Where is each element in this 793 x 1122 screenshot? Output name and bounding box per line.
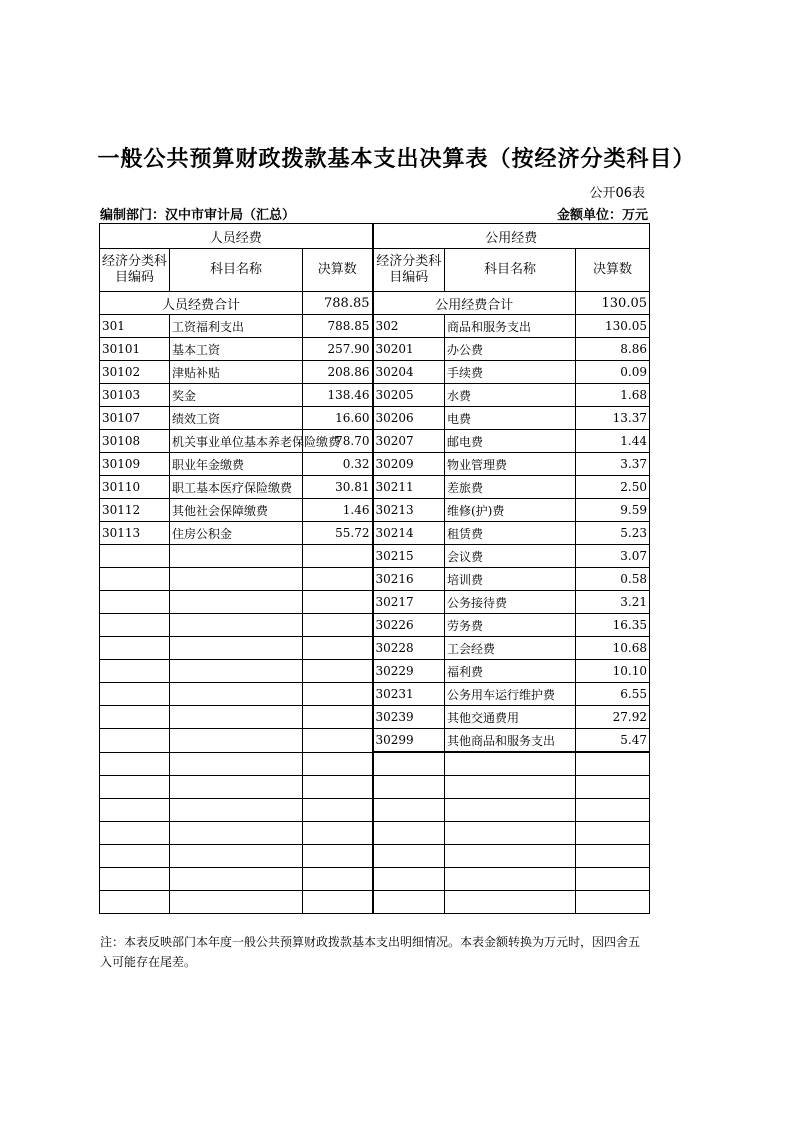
right-amount-cell: 10.68 (576, 637, 650, 660)
left-amount-cell: 78.70 (303, 430, 373, 453)
total-row (100, 292, 650, 315)
table-row (100, 776, 650, 799)
col-header-code: 经济分类科目编码 (373, 249, 445, 292)
right-name-cell: 邮电费 (445, 430, 576, 453)
table-row (100, 683, 650, 706)
right-amount-cell (576, 891, 650, 914)
left-code-cell: 30102 (100, 361, 170, 384)
table-row (100, 453, 650, 476)
right-amount-cell: 1.68 (576, 384, 650, 407)
right-name-cell: 其他商品和服务支出 (445, 729, 576, 753)
left-code-cell: 30112 (100, 499, 170, 522)
table-row (100, 752, 650, 776)
right-name-cell: 会议费 (445, 545, 576, 568)
left-amount-cell: 208.86 (303, 361, 373, 384)
left-name-cell (170, 845, 303, 868)
left-amount-cell: 257.90 (303, 338, 373, 361)
left-name-cell (170, 614, 303, 637)
right-name-cell: 维修(护)费 (445, 499, 576, 522)
right-amount-cell: 5.47 (576, 729, 650, 753)
left-code-cell (100, 706, 170, 729)
right-code-cell (373, 891, 445, 914)
right-amount-cell (576, 822, 650, 845)
left-amount-cell: 138.46 (303, 384, 373, 407)
left-amount-cell (303, 799, 373, 822)
left-code-cell: 30110 (100, 476, 170, 499)
right-name-cell: 福利费 (445, 660, 576, 683)
left-name-cell (170, 729, 303, 753)
table-row (100, 476, 650, 499)
right-amount-cell: 8.86 (576, 338, 650, 361)
right-amount-cell: 3.07 (576, 545, 650, 568)
table-row (100, 384, 650, 407)
right-amount-cell: 1.44 (576, 430, 650, 453)
left-name-cell (170, 706, 303, 729)
left-code-cell (100, 545, 170, 568)
right-code-cell: 30204 (373, 361, 445, 384)
right-code-cell: 30213 (373, 499, 445, 522)
left-amount-cell (303, 776, 373, 799)
right-amount-cell: 13.37 (576, 407, 650, 430)
left-amount-cell: 16.60 (303, 407, 373, 430)
right-name-cell: 培训费 (445, 568, 576, 591)
table-row (100, 660, 650, 683)
right-code-cell: 30299 (373, 729, 445, 753)
right-code-cell: 30231 (373, 683, 445, 706)
left-amount-cell (303, 729, 373, 753)
left-code-cell: 30113 (100, 522, 170, 545)
left-name-cell (170, 660, 303, 683)
right-code-cell (373, 822, 445, 845)
left-code-cell (100, 799, 170, 822)
right-code-cell (373, 845, 445, 868)
right-name-cell (445, 845, 576, 868)
left-code-cell (100, 683, 170, 706)
left-amount-cell (303, 637, 373, 660)
right-code-cell: 30228 (373, 637, 445, 660)
table-row (100, 545, 650, 568)
left-code-cell (100, 776, 170, 799)
right-amount-cell: 3.37 (576, 453, 650, 476)
left-code-cell: 301 (100, 315, 170, 338)
right-code-cell: 30216 (373, 568, 445, 591)
left-code-cell: 30103 (100, 384, 170, 407)
table-row (100, 407, 650, 430)
left-name-cell: 住房公积金 (170, 522, 303, 545)
left-amount-cell (303, 845, 373, 868)
right-code-cell: 30239 (373, 706, 445, 729)
left-name-cell: 津贴补贴 (170, 361, 303, 384)
personnel-total-label: 人员经费合计 (100, 292, 303, 315)
left-name-cell (170, 591, 303, 614)
left-amount-cell: 788.85 (303, 315, 373, 338)
col-header-name: 科目名称 (170, 249, 303, 292)
table-row (100, 522, 650, 545)
table-row (100, 822, 650, 845)
left-name-cell (170, 545, 303, 568)
left-amount-cell: 30.81 (303, 476, 373, 499)
right-code-cell: 30205 (373, 384, 445, 407)
right-amount-cell (576, 845, 650, 868)
right-name-cell: 其他交通费用 (445, 706, 576, 729)
right-code-cell: 302 (373, 315, 445, 338)
left-code-cell (100, 637, 170, 660)
right-name-cell: 水费 (445, 384, 576, 407)
table-row (100, 338, 650, 361)
col-header-code: 经济分类科目编码 (100, 249, 170, 292)
left-name-cell: 绩效工资 (170, 407, 303, 430)
left-name-cell (170, 891, 303, 914)
left-name-cell (170, 637, 303, 660)
left-name-cell (170, 776, 303, 799)
personnel-total-value: 788.85 (303, 292, 373, 315)
table-row (100, 568, 650, 591)
left-code-cell (100, 845, 170, 868)
col-header-amount: 决算数 (576, 249, 650, 292)
amount-unit: 金额单位：万元 (556, 208, 648, 223)
left-code-cell (100, 868, 170, 891)
left-code-cell (100, 891, 170, 914)
left-code-cell (100, 660, 170, 683)
col-header-amount: 决算数 (303, 249, 373, 292)
public-total-label: 公用经费合计 (373, 292, 576, 315)
left-name-cell: 工资福利支出 (170, 315, 303, 338)
right-name-cell: 公务接待费 (445, 591, 576, 614)
table-row (100, 799, 650, 822)
left-amount-cell: 55.72 (303, 522, 373, 545)
table-row (100, 729, 650, 753)
table-row (100, 499, 650, 522)
right-code-cell: 30215 (373, 545, 445, 568)
left-code-cell: 30101 (100, 338, 170, 361)
left-amount-cell: 0.32 (303, 453, 373, 476)
right-amount-cell: 3.21 (576, 591, 650, 614)
right-name-cell: 电费 (445, 407, 576, 430)
right-name-cell: 物业管理费 (445, 453, 576, 476)
right-code-cell: 30226 (373, 614, 445, 637)
right-name-cell (445, 822, 576, 845)
right-name-cell (445, 752, 576, 776)
right-name-cell: 租赁费 (445, 522, 576, 545)
personnel-group-header: 人员经费 (100, 224, 373, 249)
left-name-cell: 职工基本医疗保险缴费 (170, 476, 303, 499)
table-row (100, 361, 650, 384)
right-code-cell: 30211 (373, 476, 445, 499)
left-name-cell (170, 822, 303, 845)
left-amount-cell (303, 822, 373, 845)
right-amount-cell: 2.50 (576, 476, 650, 499)
table-row (100, 891, 650, 914)
table-row (100, 845, 650, 868)
right-name-cell (445, 868, 576, 891)
left-code-cell (100, 568, 170, 591)
left-name-cell (170, 799, 303, 822)
left-code-cell (100, 822, 170, 845)
right-amount-cell (576, 776, 650, 799)
left-name-cell: 奖金 (170, 384, 303, 407)
right-code-cell (373, 799, 445, 822)
right-amount-cell (576, 799, 650, 822)
left-amount-cell (303, 868, 373, 891)
right-code-cell: 30214 (373, 522, 445, 545)
right-code-cell (373, 868, 445, 891)
page-title: 一般公共预算财政拨款基本支出决算表（按经济分类科目） (97, 147, 696, 172)
left-name-cell: 其他社会保障缴费 (170, 499, 303, 522)
table-row (100, 614, 650, 637)
right-amount-cell: 9.59 (576, 499, 650, 522)
right-code-cell: 30217 (373, 591, 445, 614)
left-amount-cell (303, 752, 373, 776)
col-header-name: 科目名称 (445, 249, 576, 292)
left-name-cell: 职业年金缴费 (170, 453, 303, 476)
right-name-cell: 办公费 (445, 338, 576, 361)
right-code-cell: 30209 (373, 453, 445, 476)
right-name-cell (445, 799, 576, 822)
right-amount-cell: 130.05 (576, 315, 650, 338)
right-amount-cell: 16.35 (576, 614, 650, 637)
right-amount-cell: 0.09 (576, 361, 650, 384)
right-name-cell: 手续费 (445, 361, 576, 384)
left-code-cell (100, 591, 170, 614)
right-amount-cell: 27.92 (576, 706, 650, 729)
left-amount-cell (303, 591, 373, 614)
left-amount-cell (303, 545, 373, 568)
left-name-cell (170, 752, 303, 776)
left-code-cell (100, 729, 170, 753)
public-group-header: 公用经费 (373, 224, 650, 249)
table-row (100, 315, 650, 338)
table-row (100, 706, 650, 729)
compiling-department: 编制部门：汉中市审计局（汇总） (100, 208, 296, 223)
right-code-cell: 30207 (373, 430, 445, 453)
form-number: 公开06表 (589, 186, 645, 201)
right-name-cell (445, 891, 576, 914)
left-name-cell (170, 868, 303, 891)
left-code-cell (100, 752, 170, 776)
right-name-cell: 差旅费 (445, 476, 576, 499)
table-body (100, 224, 650, 914)
table-row (100, 430, 650, 453)
right-code-cell: 30201 (373, 338, 445, 361)
right-amount-cell (576, 868, 650, 891)
left-amount-cell (303, 614, 373, 637)
right-amount-cell: 10.10 (576, 660, 650, 683)
left-amount-cell (303, 891, 373, 914)
right-code-cell (373, 752, 445, 776)
right-code-cell (373, 776, 445, 799)
group-header-row (100, 224, 650, 249)
left-amount-cell (303, 568, 373, 591)
right-code-cell: 30229 (373, 660, 445, 683)
right-amount-cell: 0.58 (576, 568, 650, 591)
left-amount-cell (303, 660, 373, 683)
right-code-cell: 30206 (373, 407, 445, 430)
right-name-cell: 劳务费 (445, 614, 576, 637)
public-total-value: 130.05 (576, 292, 650, 315)
left-name-cell: 机关事业单位基本养老保险缴费 (170, 430, 303, 453)
left-name-cell (170, 568, 303, 591)
footnote: 注：本表反映部门本年度一般公共预算财政拨款基本支出明细情况。本表金额转换为万元时，因四舍五入可能存在尾差。 (100, 935, 641, 969)
table-row (100, 637, 650, 660)
left-code-cell: 30108 (100, 430, 170, 453)
column-header-row (100, 249, 650, 292)
right-amount-cell (576, 752, 650, 776)
expenditure-table (99, 223, 650, 914)
table-row (100, 591, 650, 614)
left-amount-cell: 1.46 (303, 499, 373, 522)
right-name-cell: 工会经费 (445, 637, 576, 660)
left-name-cell (170, 683, 303, 706)
right-name-cell: 公务用车运行维护费 (445, 683, 576, 706)
left-amount-cell (303, 706, 373, 729)
left-amount-cell (303, 683, 373, 706)
left-code-cell (100, 614, 170, 637)
right-amount-cell: 6.55 (576, 683, 650, 706)
left-code-cell: 30109 (100, 453, 170, 476)
table-row (100, 868, 650, 891)
right-name-cell: 商品和服务支出 (445, 315, 576, 338)
left-code-cell: 30107 (100, 407, 170, 430)
left-name-cell: 基本工资 (170, 338, 303, 361)
right-name-cell (445, 776, 576, 799)
right-amount-cell: 5.23 (576, 522, 650, 545)
